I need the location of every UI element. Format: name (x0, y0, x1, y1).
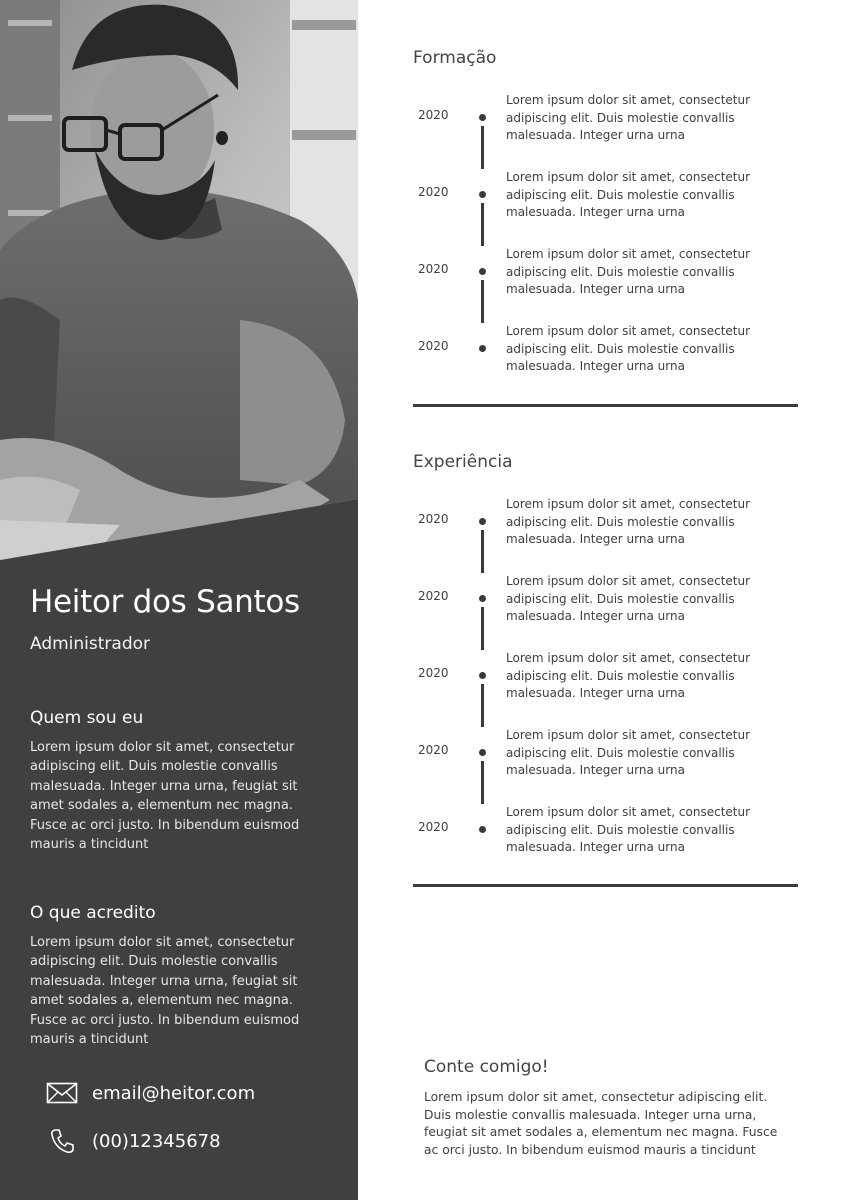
timeline-dot (477, 670, 488, 681)
timeline-description: Lorem ipsum dolor sit amet, consectetur adipiscing elit. Duis molestie convallis malesuada. Integer urna urna (506, 324, 751, 373)
beliefs-text: Lorem ipsum dolor sit amet, consectetur adipiscing elit. Duis molestie convallis malesuada. Integer urna urna, feugiat sit amet sodales a, elementum nec magna. Fusce ac orci justo. In bibendum euismod mauris a tincidunt (30, 935, 300, 1048)
timeline-entry (413, 92, 798, 148)
timeline-dot (477, 747, 488, 758)
reach-out-text: Lorem ipsum dolor sit amet, consectetur adipiscing elit. Duis molestie convallis malesuada. Integer urna urna, feugiat sit amet sodales a, elementum nec magna. Fusce ac orci justo. In bibendum euismod mauris a tincidunt (424, 1090, 778, 1157)
timeline-dot (477, 266, 488, 277)
phone-contact[interactable] (46, 1129, 221, 1153)
timeline-year: 2020 (418, 262, 449, 276)
timeline-dot (477, 824, 488, 835)
sidebar (0, 0, 358, 1200)
experience-heading: Experiência (413, 452, 513, 472)
section-divider (413, 404, 798, 407)
timeline-year: 2020 (418, 339, 449, 353)
timeline-entry (413, 169, 798, 225)
timeline-entry (413, 246, 798, 302)
section-divider (413, 884, 798, 887)
timeline-entry (413, 496, 798, 552)
timeline-description: Lorem ipsum dolor sit amet, consectetur adipiscing elit. Duis molestie convallis malesuada. Integer urna urna (506, 805, 751, 854)
about-text: Lorem ipsum dolor sit amet, consectetur adipiscing elit. Duis molestie convallis malesuada. Integer urna urna, feugiat sit amet sodales a, elementum nec magna. Fusce ac orci justo. In bibendum euismod mauris a tincidunt (30, 740, 300, 853)
education-timeline (413, 92, 798, 382)
beliefs-heading: O que acredito (30, 903, 156, 923)
person-name: Heitor dos Santos (30, 584, 300, 620)
email-text[interactable]: email@heitor.com (92, 1082, 256, 1104)
timeline-year: 2020 (418, 820, 449, 834)
timeline-entry (413, 650, 798, 706)
timeline-description: Lorem ipsum dolor sit amet, consectetur adipiscing elit. Duis molestie convallis malesuada. Integer urna urna (506, 93, 751, 142)
timeline-entry (413, 573, 798, 629)
email-contact[interactable] (46, 1081, 255, 1105)
timeline-description: Lorem ipsum dolor sit amet, consectetur adipiscing elit. Duis molestie convallis malesuada. Integer urna urna (506, 170, 751, 219)
timeline-year: 2020 (418, 512, 449, 526)
reach-out-heading: Conte comigo! (424, 1057, 549, 1077)
timeline-dot (477, 593, 488, 604)
profile-photo (0, 0, 358, 560)
timeline-entry (413, 804, 798, 860)
education-heading: Formação (413, 48, 497, 68)
timeline-year: 2020 (418, 108, 449, 122)
timeline-dot (477, 112, 488, 123)
timeline-entry (413, 323, 798, 379)
timeline-year: 2020 (418, 666, 449, 680)
timeline-dot (477, 516, 488, 527)
timeline-year: 2020 (418, 185, 449, 199)
experience-timeline (413, 496, 798, 861)
job-title: Administrador (30, 634, 151, 654)
phone-icon (46, 1129, 78, 1153)
timeline-dot (477, 189, 488, 200)
timeline-year: 2020 (418, 743, 449, 757)
timeline-year: 2020 (418, 589, 449, 603)
timeline-description: Lorem ipsum dolor sit amet, consectetur adipiscing elit. Duis molestie convallis malesuada. Integer urna urna (506, 574, 751, 623)
phone-text[interactable]: (00)12345678 (92, 1130, 221, 1152)
envelope-icon (46, 1081, 78, 1105)
timeline-dot (477, 343, 488, 354)
timeline-description: Lorem ipsum dolor sit amet, consectetur adipiscing elit. Duis molestie convallis malesuada. Integer urna urna (506, 247, 751, 296)
timeline-description: Lorem ipsum dolor sit amet, consectetur adipiscing elit. Duis molestie convallis malesuada. Integer urna urna (506, 728, 751, 777)
timeline-entry (413, 727, 798, 783)
about-heading: Quem sou eu (30, 708, 144, 728)
timeline-description: Lorem ipsum dolor sit amet, consectetur adipiscing elit. Duis molestie convallis malesuada. Integer urna urna (506, 497, 751, 546)
timeline-description: Lorem ipsum dolor sit amet, consectetur adipiscing elit. Duis molestie convallis malesuada. Integer urna urna (506, 651, 751, 700)
